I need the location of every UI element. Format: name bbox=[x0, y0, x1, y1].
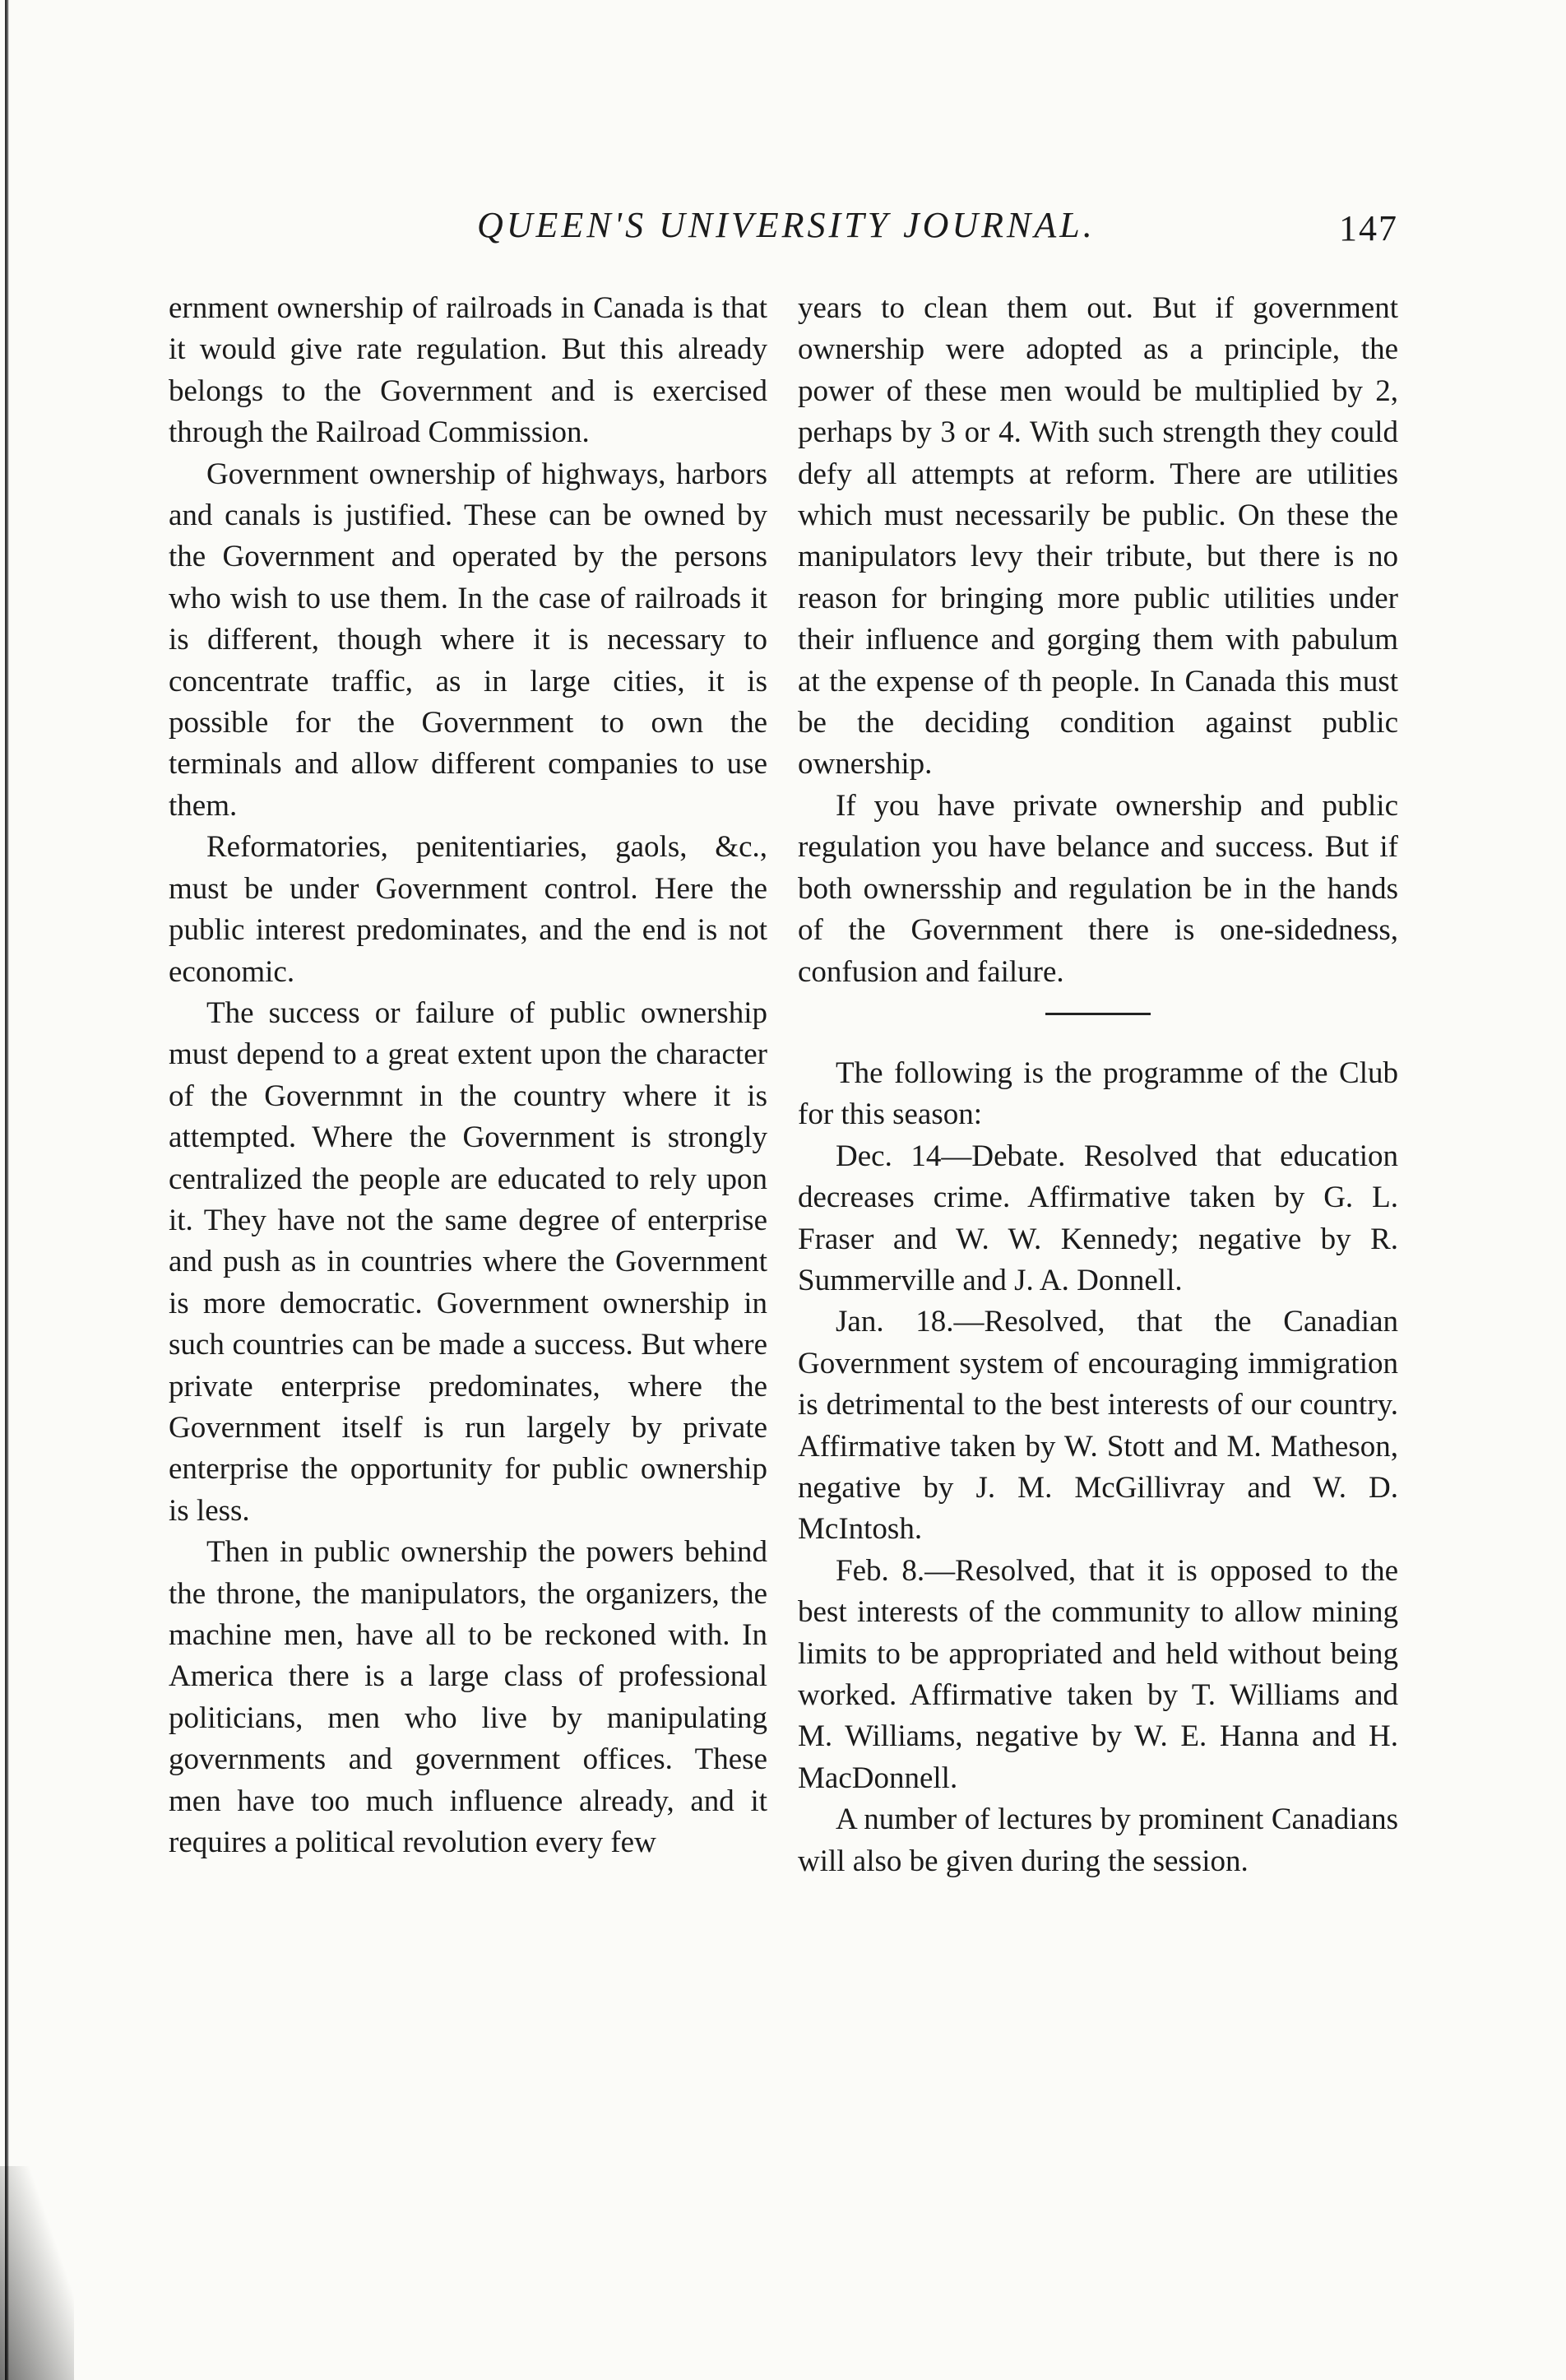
running-title: QUEEN'S UNIVERSITY JOURNAL. bbox=[477, 205, 1096, 245]
paragraph: Then in public ownership the powers behind the throne, the manipulators, the organizers, the machine men, have all to be reckoned with. In America there is a large class of professional politicians, men who live by manipulating governments and government offices. These men have too much influence already, and it requires a political revolution every few bbox=[169, 1535, 767, 1860]
paragraph: ernment ownership of railroads in Canada is that it would give rate regulation. But this already belongs to the Government and is exercised through the Railroad Commission. bbox=[169, 291, 767, 450]
paragraph: years to clean them out. But if government ownership were adopted as a principle, the power of these men would be multiplied by 2, perhaps by 3 or 4. With such strength they could defy all attempts at reform. There are utilities which must necessarily be public. On these the manipulators levy their tribute, but there is no reason for bringing more public utilities under their influence and gorging them with pabulum at the expense of th people. In Canada this must be the deciding condition against public ownership. bbox=[798, 291, 1398, 782]
programme-item: Jan. 18.—Resolved, that the Canadian Government system of encouraging immigration is detrimental to the best interests of our country. Affirmative taken by W. Stott and M. Matheson, negative by J. M. McGillivray and W. D. McIntosh. bbox=[798, 1305, 1398, 1547]
page-spine-edge bbox=[5, 0, 9, 2380]
paragraph: Reformatories, penitentiaries, gaols, &c., must be under Government control. Here the public interest predominates, and the end is not economic. bbox=[169, 830, 767, 989]
section-divider bbox=[1045, 1013, 1151, 1015]
page-header bbox=[164, 204, 1398, 262]
left-column bbox=[169, 288, 767, 1863]
right-column bbox=[798, 288, 1398, 1882]
paragraph: The success or failure of public ownership must depend to a great extent upon the character of the Governmnt in the country where it is attempted. Where the Government is strongly centralized the people are educated to rely upon it. They have not the same degree of enterprise and push as in countries where the Government is more democratic. Government ownership in such countries can be made a success. But where private enterprise predominates, where the Government itself is run largely by private enterprise the opportunity for public ownership is less. bbox=[169, 995, 767, 1528]
page-number: 147 bbox=[1339, 208, 1398, 248]
paragraph: If you have private ownership and public regulation you have belance and success. But if both ownersship and regulation be in the hands of the Government there is one-sidedness, confusion and failure. bbox=[798, 788, 1398, 989]
programme-item: Feb. 8.—Resolved, that it is opposed to the best interests of the community to allow mining limits to be appropriated and held without being worked. Affirmative taken by T. Williams and M. Williams, negative by W. E. Hanna and H. MacDonnell. bbox=[798, 1553, 1398, 1795]
programme-item: Dec. 14—Debate. Resolved that education decreases crime. Affirmative taken by G. L. Fraser and W. W. Kennedy; negative by R. Summerville and J. A. Donnell. bbox=[798, 1139, 1398, 1297]
paragraph: A number of lectures by prominent Canadians will also be given during the session. bbox=[798, 1802, 1398, 1878]
paragraph: The following is the programme of the Club for this season: bbox=[798, 1055, 1398, 1132]
page-corner-shadow bbox=[0, 2166, 74, 2380]
paragraph: Government ownership of highways, harbors and canals is justified. These can be owned by the Government and operated by the persons who wish to use them. In the case of railroads it is different, though where it is necessary to concentrate traffic, as in large cities, it is possible for the Government to own the terminals and allow different companies to use them. bbox=[169, 457, 767, 823]
